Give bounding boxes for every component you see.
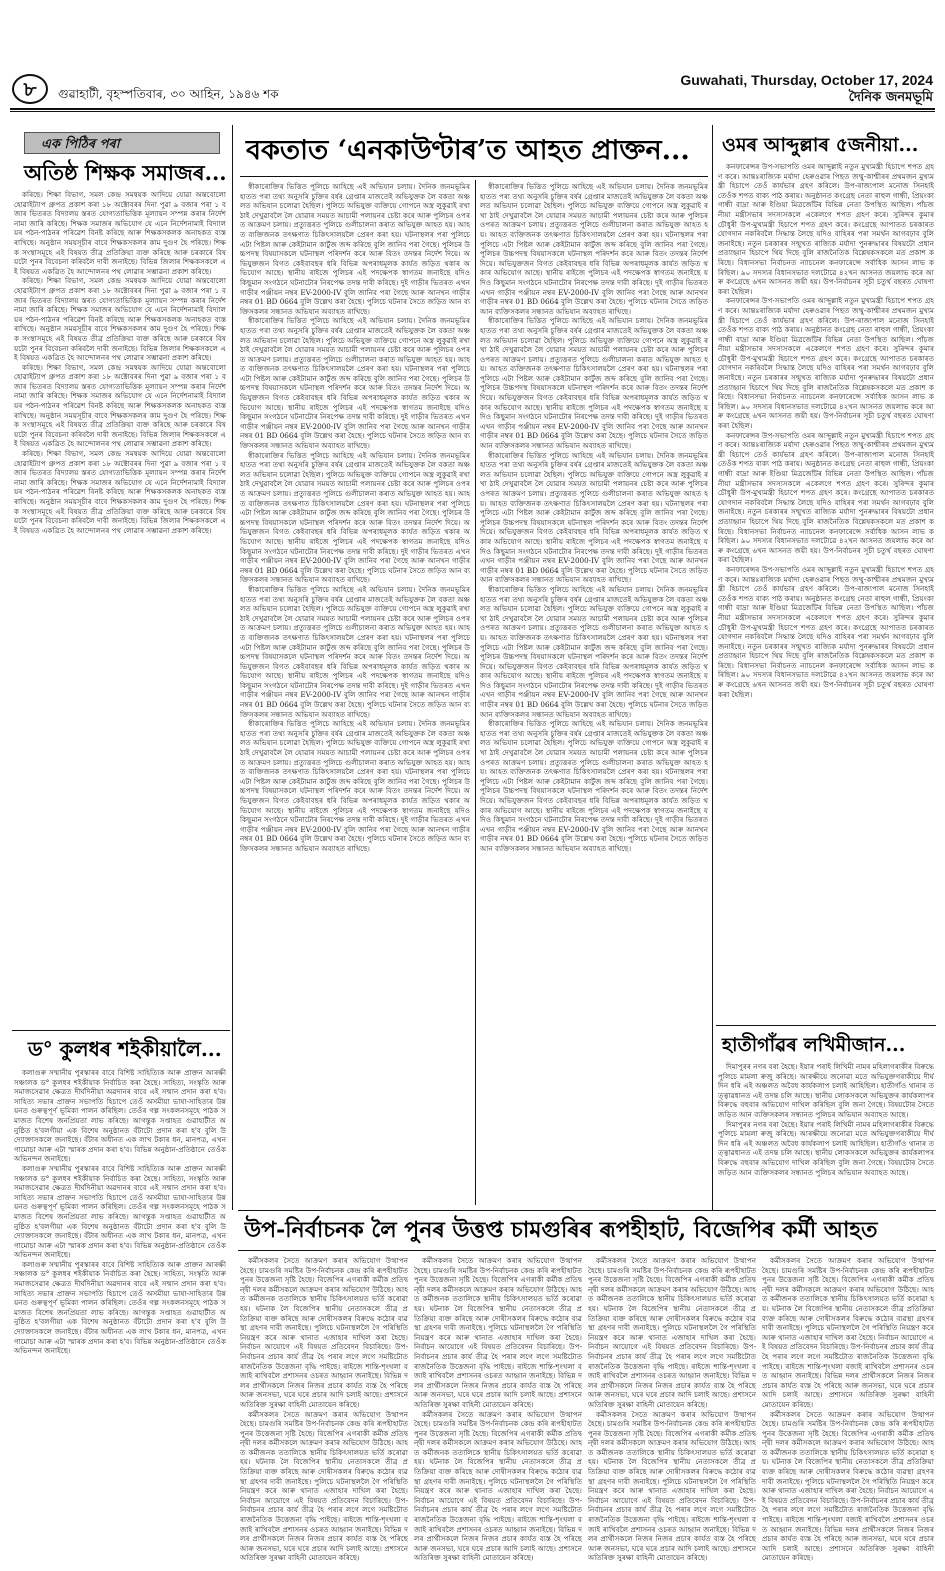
dateline-assamese: গুৱাহাটী, বৃহস্পতিবাৰ, ৩০ আহিন, ১৯৪৬ শক <box>58 87 279 101</box>
omar-headline: ওমৰ আব্দুল্লাৰ ৫জনীয়া... <box>722 134 919 156</box>
column-divider <box>475 180 476 1205</box>
paper-name: দৈনিক জনমভূমি <box>848 90 933 105</box>
masthead-rule <box>10 108 935 110</box>
masthead-right <box>680 72 933 109</box>
lead-body-left: স্বীকাৰোক্তিৰ ভিত্তিত পুলিচে আহিছে এই অভিযান চলায়। দৈনিক জনমভূমিৰ হাতত পৰা তথ্য অনুসৰি চুক্তিৰ বৰ্ষৰ গ্ৰেপ্তাৰ মাজতেই অভিযুক্তক লৈ বকতা অঞ্চলত অভিযান চলোৱা হৈছিল। পুলিচে অভিযুক্ত ব্যক্তিয়ে গোপনে অস্ত্ৰ লুকুৱাই ৰখা ঠাই দেখুৱাবলৈ লৈ যোৱাৰ সময়ত আচামী পলায়নৰ চেষ্টা কৰে আৰু পুলিচৰ ওপৰত আক্ৰমণ চলায়। প্ৰত্যুত্তৰত পুলিচে গুলীচালনা কৰাত অভিযুক্ত আহত হয়। আহত ব্যক্তিজনক তৎক্ষণাত চিকিৎসালয়লৈ প্ৰেৰণ কৰা হয়। ঘটনাস্থলৰ পৰা পুলিচে এটা পিষ্টল আৰু কেইটামান কাৰ্টুজ জব্দ কৰিছে বুলি জানিব পৰা গৈছে। পুলিচৰ উচ্চপদস্থ বিষয়াসকলে ঘটনাস্থল পৰিদৰ্শন কৰে আৰু বিতং তদন্তৰ নিৰ্দেশ দিয়ে। অভিযুক্তজন বিগত কেইবাবছৰ ধৰি বিভিন্ন অপৰাধমূলক কাৰ্যত জড়িত থকাৰ অভিযোগ আছে। স্থানীয় ৰাইজে পুলিচৰ এই পদক্ষেপক স্বাগতম জনাইছে যদিও কিছুমান সংগঠনে ঘটনাটোৰ নিৰপেক্ষ তদন্ত দাবী কৰিছে। দুই গাড়ীৰ ভিতৰত এখন গাড়ীৰ পঞ্জীয়ন নম্বৰ EV-2000-IV বুলি জানিব পৰা গৈছে আৰু আনখন গাড়ীৰ নম্বৰ 01 BD 0664 বুলি উল্লেখ কৰা হৈছে। পুলিচে ঘটনাৰ সৈতে জড়িত আন ব্যক্তিসকলৰ সন্ধানত অভিযান অব্যাহত ৰাখিছে। স্বীকাৰোক্তিৰ ভিত্তিত পুলিচে আহিছে এই অভিযান চলায়। দৈনিক জনমভূমিৰ হাতত পৰা তথ্য অনুসৰি চুক্তিৰ বৰ্ষৰ গ্ৰেপ্তাৰ মাজতেই অভিযুক্তক লৈ বকতা অঞ্চলত অভিযান চলোৱা হৈছিল। পুলিচে অভিযুক্ত ব্যক্তিয়ে গোপনে অস্ত্ৰ লুকুৱাই ৰখা ঠাই দেখুৱাবলৈ লৈ যোৱাৰ সময়ত আচামী পলায়নৰ চেষ্টা কৰে আৰু পুলিচৰ ওপৰত আক্ৰমণ চলায়। প্ৰত্যুত্তৰত পুলিচে গুলীচালনা কৰাত অভিযুক্ত আহত হয়। আহত ব্যক্তিজনক তৎক্ষণাত চিকিৎসালয়লৈ প্ৰেৰণ কৰা হয়। ঘটনাস্থলৰ পৰা পুলিচে এটা পিষ্টল আৰু কেইটামান কাৰ্টুজ জব্দ কৰিছে বুলি জানিব পৰা গৈছে। পুলিচৰ উচ্চপদস্থ বিষয়াসকলে ঘটনাস্থল পৰিদৰ্শন কৰে আৰু বিতং তদন্তৰ নিৰ্দেশ দিয়ে। অভিযুক্তজন বিগত কেইবাবছৰ ধৰি বিভিন্ন অপৰাধমূলক কাৰ্যত জড়িত থকাৰ অভিযোগ আছে। স্থানীয় ৰাইজে পুলিচৰ এই পদক্ষেপক স্বাগতম জনাইছে যদিও কিছুমান সংগঠনে ঘটনাটোৰ নিৰপেক্ষ তদন্ত দাবী কৰিছে। দুই গাড়ীৰ ভিতৰত এখন গাড়ীৰ পঞ্জীয়ন নম্বৰ EV-2000-IV বুলি জানিব পৰা গৈছে আৰু আনখন গাড়ীৰ নম্বৰ 01 BD 0664 বুলি উল্লেখ কৰা হৈছে। পুলিচে ঘটনাৰ সৈতে জড়িত আন ব্যক্তিসকলৰ সন্ধানত অভিযান অব্যাহত ৰাখিছে। স্বীকাৰোক্তিৰ ভিত্তিত পুলিচে আহিছে এই অভিযান চলায়। দৈনিক জনমভূমিৰ হাতত পৰা তথ্য অনুসৰি চুক্তিৰ বৰ্ষৰ গ্ৰেপ্তাৰ মাজতেই অভিযুক্তক লৈ বকতা অঞ্চলত অভিযান চলোৱা হৈছিল। পুলিচে অভিযুক্ত ব্যক্তিয়ে গোপনে অস্ত্ৰ লুকুৱাই ৰখা ঠাই দেখুৱাবলৈ লৈ যোৱাৰ সময়ত আচামী পলায়নৰ চেষ্টা কৰে আৰু পুলিচৰ ওপৰত আক্ৰমণ চলায়। প্ৰত্যুত্তৰত পুলিচে গুলীচালনা কৰাত অভিযুক্ত আহত হয়। আহত ব্যক্তিজনক তৎক্ষণাত চিকিৎসালয়লৈ প্ৰেৰণ কৰা হয়। ঘটনাস্থলৰ পৰা পুলিচে এটা পিষ্টল আৰু কেইটামান কাৰ্টুজ জব্দ কৰিছে বুলি জানিব পৰা গৈছে। পুলিচৰ উচ্চপদস্থ বিষয়াসকলে ঘটনাস্থল পৰিদৰ্শন কৰে আৰু বিতং তদন্তৰ নিৰ্দেশ দিয়ে। অভিযুক্তজন বিগত কেইবাবছৰ ধৰি বিভিন্ন অপৰাধমূলক কাৰ্যত জড়িত থকাৰ অভিযোগ আছে। স্থানীয় ৰাইজে পুলিচৰ এই পদক্ষেপক স্বাগতম জনাইছে যদিও কিছুমান সংগঠনে ঘটনাটোৰ নিৰপেক্ষ তদন্ত দাবী কৰিছে। দুই গাড়ীৰ ভিতৰত এখন গাড়ীৰ পঞ্জীয়ন নম্বৰ EV-2000-IV বুলি জানিব পৰা গৈছে আৰু আনখন গাড়ীৰ নম্বৰ 01 BD 0664 বুলি উল্লেখ কৰা হৈছে। পুলিচে ঘটনাৰ সৈতে জড়িত আন ব্যক্তিসকলৰ সন্ধানত অভিযান অব্যাহত ৰাখিছে। স্বীকাৰোক্তিৰ ভিত্তিত পুলিচে আহিছে এই অভিযান চলায়। দৈনিক জনমভূমিৰ হাতত পৰা তথ্য অনুসৰি চুক্তিৰ বৰ্ষৰ গ্ৰেপ্তাৰ মাজতেই অভিযুক্তক লৈ বকতা অঞ্চলত অভিযান চলোৱা হৈছিল। পুলিচে অভিযুক্ত ব্যক্তিয়ে গোপনে অস্ত্ৰ লুকুৱাই ৰখা ঠাই দেখুৱাবলৈ লৈ যোৱাৰ সময়ত আচামী পলায়নৰ চেষ্টা কৰে আৰু পুলিচৰ ওপৰত আক্ৰমণ চলায়। প্ৰত্যুত্তৰত পুলিচে গুলীচালনা কৰাত অভিযুক্ত আহত হয়। আহত ব্যক্তিজনক তৎক্ষণাত চিকিৎসালয়লৈ প্ৰেৰণ কৰা হয়। ঘটনাস্থলৰ পৰা পুলিচে এটা পিষ্টল আৰু কেইটামান কাৰ্টুজ জব্দ কৰিছে বুলি জানিব পৰা গৈছে। পুলিচৰ উচ্চপদস্থ বিষয়াসকলে ঘটনাস্থল পৰিদৰ্শন কৰে আৰু বিতং তদন্তৰ নিৰ্দেশ দিয়ে। অভিযুক্তজন বিগত কেইবাবছৰ ধৰি বিভিন্ন অপৰাধমূলক কাৰ্যত জড়িত থকাৰ অভিযোগ আছে। স্থানীয় ৰাইজে পুলিচৰ এই পদক্ষেপক স্বাগতম জনাইছে যদিও কিছুমান সংগঠনে ঘটনাটোৰ নিৰপেক্ষ তদন্ত দাবী কৰিছে। দুই গাড়ীৰ ভিতৰত এখন গাড়ীৰ পঞ্জীয়ন নম্বৰ EV-2000-IV বুলি জানিব পৰা গৈছে আৰু আনখন গাড়ীৰ নম্বৰ 01 BD 0664 বুলি উল্লেখ কৰা হৈছে। পুলিচে ঘটনাৰ সৈতে জড়িত আন ব্যক্তিসকলৰ সন্ধানত অভিযান অব্যাহত ৰাখিছে। স্বীকাৰোক্তিৰ ভিত্তিত পুলিচে আহিছে এই অভিযান চলায়। দৈনিক জনমভূমিৰ হাতত পৰা তথ্য অনুসৰি চুক্তিৰ বৰ্ষৰ গ্ৰেপ্তাৰ মাজতেই অভিযুক্তক লৈ বকতা অঞ্চলত অভিযান চলোৱা হৈছিল। পুলিচে অভিযুক্ত ব্যক্তিয়ে গোপনে অস্ত্ৰ লুকুৱাই ৰখা ঠাই দেখুৱাবলৈ লৈ যোৱাৰ সময়ত আচামী পলায়নৰ চেষ্টা কৰে আৰু পুলিচৰ ওপৰত আক্ৰমণ চলায়। প্ৰত্যুত্তৰত পুলিচে গুলীচালনা কৰাত অভিযুক্ত আহত হয়। আহত ব্যক্তিজনক তৎক্ষণাত চিকিৎসালয়লৈ প্ৰেৰণ কৰা হয়। ঘটনাস্থলৰ পৰা পুলিচে এটা পিষ্টল আৰু কেইটামান কাৰ্টুজ জব্দ কৰিছে বুলি জানিব পৰা গৈছে। পুলিচৰ উচ্চপদস্থ বিষয়াসকলে ঘটনাস্থল পৰিদৰ্শন কৰে আৰু বিতং তদন্তৰ নিৰ্দেশ দিয়ে। অভিযুক্তজন বিগত কেইবাবছৰ ধৰি বিভিন্ন অপৰাধমূলক কাৰ্যত জড়িত থকাৰ অভিযোগ আছে। স্থানীয় ৰাইজে পুলিচৰ এই পদক্ষেপক স্বাগতম জনাইছে যদিও কিছুমান সংগঠনে ঘটনাটোৰ নিৰপেক্ষ তদন্ত দাবী কৰিছে। দুই গাড়ীৰ ভিতৰত এখন গাড়ীৰ পঞ্জীয়ন নম্বৰ EV-2000-IV বুলি জানিব পৰা গৈছে আৰু আনখন গাড়ীৰ নম্বৰ 01 BD 0664 বুলি উল্লেখ কৰা হৈছে। পুলিচে ঘটনাৰ সৈতে জড়িত আন ব্যক্তিসকলৰ সন্ধানত অভিযান অব্যাহত ৰাখিছে। <box>240 182 470 853</box>
editorial-body: কৰিছে। শিক্ষা বিভাগ, সমল কেন্দ্ৰ সমন্বয়ক আদিয়ে যোৱা অন্তবোলো হোৱাইট্যাপ গ্ৰুপত প্ৰকাশ কৰা ১৮ অক্টোবৰৰ দিনা পুৱা ৯ বজাৰ পৰা ১ বজাৰ ভিতৰত বিদ্যালয় স্তৰত যোগ্যতাভিত্তিক মূল্যায়ন সম্পন্ন কৰাৰ নিৰ্দেশনামা জাৰি কৰিছে। শিক্ষক সমাজৰ অভিযোগ যে এনে নিৰ্দেশনামাই বিদ্যালয়ৰ পঠন-পাঠনৰ পৰিৱেশ বিনষ্ট কৰিছে আৰু শিক্ষকসকলক অনাহকত ব্যস্ত ৰাখিছে। অনুষ্ঠান সময়সূচীৰ বাবে শিক্ষকসকলৰ কাম দুগুণ হৈ পৰিছে। শিক্ষক সংস্থাসমূহে এই বিষয়ত তীব্ৰ প্ৰতিক্ৰিয়া ব্যক্ত কৰিছে আৰু চৰকাৰে বিষয়টো পুনৰ বিবেচনা কৰিবলৈ দাবী জনাইছে। বিভিন্ন জিলাৰ শিক্ষকসকলে এই বিষয়ত একত্ৰিত হৈ আন্দোলনৰ পথ লোৱাৰ সম্ভাৱনা প্ৰকাশ কৰিছে। কৰিছে। শিক্ষা বিভাগ, সমল কেন্দ্ৰ সমন্বয়ক আদিয়ে যোৱা অন্তবোলো হোৱাইট্যাপ গ্ৰুপত প্ৰকাশ কৰা ১৮ অক্টোবৰৰ দিনা পুৱা ৯ বজাৰ পৰা ১ বজাৰ ভিতৰত বিদ্যালয় স্তৰত যোগ্যতাভিত্তিক মূল্যায়ন সম্পন্ন কৰাৰ নিৰ্দেশনামা জাৰি কৰিছে। শিক্ষক সমাজৰ অভিযোগ যে এনে নিৰ্দেশনামাই বিদ্যালয়ৰ পঠন-পাঠনৰ পৰিৱেশ বিনষ্ট কৰিছে আৰু শিক্ষকসকলক অনাহকত ব্যস্ত ৰাখিছে। অনুষ্ঠান সময়সূচীৰ বাবে শিক্ষকসকলৰ কাম দুগুণ হৈ পৰিছে। শিক্ষক সংস্থাসমূহে এই বিষয়ত তীব্ৰ প্ৰতিক্ৰিয়া ব্যক্ত কৰিছে আৰু চৰকাৰে বিষয়টো পুনৰ বিবেচনা কৰিবলৈ দাবী জনাইছে। বিভিন্ন জিলাৰ শিক্ষকসকলে এই বিষয়ত একত্ৰিত হৈ আন্দোলনৰ পথ লোৱাৰ সম্ভাৱনা প্ৰকাশ কৰিছে। কৰিছে। শিক্ষা বিভাগ, সমল কেন্দ্ৰ সমন্বয়ক আদিয়ে যোৱা অন্তবোলো হোৱাইট্যাপ গ্ৰুপত প্ৰকাশ কৰা ১৮ অক্টোবৰৰ দিনা পুৱা ৯ বজাৰ পৰা ১ বজাৰ ভিতৰত বিদ্যালয় স্তৰত যোগ্যতাভিত্তিক মূল্যায়ন সম্পন্ন কৰাৰ নিৰ্দেশনামা জাৰি কৰিছে। শিক্ষক সমাজৰ অভিযোগ যে এনে নিৰ্দেশনামাই বিদ্যালয়ৰ পঠন-পাঠনৰ পৰিৱেশ বিনষ্ট কৰিছে আৰু শিক্ষকসকলক অনাহকত ব্যস্ত ৰাখিছে। অনুষ্ঠান সময়সূচীৰ বাবে শিক্ষকসকলৰ কাম দুগুণ হৈ পৰিছে। শিক্ষক সংস্থাসমূহে এই বিষয়ত তীব্ৰ প্ৰতিক্ৰিয়া ব্যক্ত কৰিছে আৰু চৰকাৰে বিষয়টো পুনৰ বিবেচনা কৰিবলৈ দাবী জনাইছে। বিভিন্ন জিলাৰ শিক্ষকসকলে এই বিষয়ত একত্ৰিত হৈ আন্দোলনৰ পথ লোৱাৰ সম্ভাৱনা প্ৰকাশ কৰিছে। কৰিছে। শিক্ষা বিভাগ, সমল কেন্দ্ৰ সমন্বয়ক আদিয়ে যোৱা অন্তবোলো হোৱাইট্যাপ গ্ৰুপত প্ৰকাশ কৰা ১৮ অক্টোবৰৰ দিনা পুৱা ৯ বজাৰ পৰা ১ বজাৰ ভিতৰত বিদ্যালয় স্তৰত যোগ্যতাভিত্তিক মূল্যায়ন সম্পন্ন কৰাৰ নিৰ্দেশনামা জাৰি কৰিছে। শিক্ষক সমাজৰ অভিযোগ যে এনে নিৰ্দেশনামাই বিদ্যালয়ৰ পঠন-পাঠনৰ পৰিৱেশ বিনষ্ট কৰিছে আৰু শিক্ষকসকলক অনাহকত ব্যস্ত ৰাখিছে। অনুষ্ঠান সময়সূচীৰ বাবে শিক্ষকসকলৰ কাম দুগুণ হৈ পৰিছে। শিক্ষক সংস্থাসমূহে এই বিষয়ত তীব্ৰ প্ৰতিক্ৰিয়া ব্যক্ত কৰিছে আৰু চৰকাৰে বিষয়টো পুনৰ বিবেচনা কৰিবলৈ দাবী জনাইছে। বিভিন্ন জিলাৰ শিক্ষকসকলে এই বিষয়ত একত্ৰিত হৈ আন্দোলনৰ পথ লোৱাৰ সম্ভাৱনা প্ৰকাশ কৰিছে। <box>14 190 226 535</box>
hatigaon-headline: হাতীগাঁৱৰ লখিমীজান... <box>722 1034 906 1056</box>
editorial-headline: অতিষ্ঠ শিক্ষক সমাজৰ... <box>24 160 227 185</box>
hatigaon-body: দিমাপুৰৰ নগৰ বৰা হৈছে। ইয়াৰ পৰাই লিখিমী নামৰ মহিলাগৰাকীৰ বিৰুদ্ধে পুলিচে মামলা ৰুজু কৰিছে। আৰক্ষীয়ে জনোৱা মতে অভিযুক্তগৰাকীয়ে দীৰ্ঘদিন ধৰি এই অঞ্চলত অবৈধ কাৰ্যকলাপ চলাই আহিছিল। হাতীগাঁও থানাৰ তত্ত্বাৱধানত এই তদন্ত চলি আছে। স্থানীয় লোকসকলে অভিযুক্তৰ কাৰ্যকলাপৰ বিৰুদ্ধে বহুবাৰ অভিযোগ দাখিল কৰিছিল বুলি জনা গৈছে। বিষয়টোৰ সৈতে জড়িত আন ব্যক্তিসকলৰ সন্ধানত পুলিচৰ অভিযান অব্যাহত আছে। দিমাপুৰৰ নগৰ বৰা হৈছে। ইয়াৰ পৰাই লিখিমী নামৰ মহিলাগৰাকীৰ বিৰুদ্ধে পুলিচে মামলা ৰুজু কৰিছে। আৰক্ষীয়ে জনোৱা মতে অভিযুক্তগৰাকীয়ে দীৰ্ঘদিন ধৰি এই অঞ্চলত অবৈধ কাৰ্যকলাপ চলাই আহিছিল। হাতীগাঁও থানাৰ তত্ত্বাৱধানত এই তদন্ত চলি আছে। স্থানীয় লোকসকলে অভিযুক্তৰ কাৰ্যকলাপৰ বিৰুদ্ধে বহুবাৰ অভিযোগ দাখিল কৰিছিল বুলি জনা গৈছে। বিষয়টোৰ সৈতে জড়িত আন ব্যক্তিসকলৰ সন্ধানত পুলিচৰ অভিযান অব্যাহত আছে। <box>718 1062 934 1177</box>
dateline-english: Guwahati, Thursday, October 17, 2024 <box>680 72 933 88</box>
column-divider <box>712 125 713 1210</box>
by-election-col-4: কৰ্মীসকলৰ সৈতে আক্ৰমণ কৰাৰ অভিযোগ উত্থাপন হৈছে। চামগুৰি সমষ্টিৰ উপ-নিৰ্বাচনক কেন্দ্ৰ কৰি ৰূপহীহাটত পুনৰ উত্তেজনা সৃষ্টি হৈছে। বিজেপিৰ এগৰাকী কৰ্মীক প্ৰতিদ্বন্দ্বী দলৰ কৰ্মীসকলে আক্ৰমণ কৰাৰ অভিযোগ উঠিছে। আহত কৰ্মীজনক ততালিকে স্থানীয় চিকিৎসালয়ত ভৰ্তি কৰোৱা হয়। ঘটনাক লৈ বিজেপিৰ স্থানীয় নেতাসকলে তীব্ৰ প্ৰতিক্ৰিয়া ব্যক্ত কৰিছে আৰু দোষীসকলৰ বিৰুদ্ধে কঠোৰ ব্যৱস্থা গ্ৰহণৰ দাবী জনাইছে। পুলিচে ঘটনাস্থললৈ গৈ পৰিস্থিতি নিয়ন্ত্ৰণ কৰে আৰু থানাত এজাহাৰ দাখিল কৰা হৈছে। নিৰ্বাচন আয়োগে এই বিষয়ত প্ৰতিবেদন বিচাৰিছে। উপ-নিৰ্বাচনৰ প্ৰচাৰ কাৰ্য তীব্ৰ হৈ পৰাৰ লগে লগে সমষ্টিটোত ৰাজনৈতিক উত্তেজনা বৃদ্ধি পাইছে। ৰাইজে শান্তি-শৃংখলা বজাই ৰাখিবলৈ প্ৰশাসনৰ ওচৰত আহ্বান জনাইছে। বিভিন্ন দলৰ প্ৰাৰ্থীসকলে নিজৰ নিজৰ প্ৰচাৰ কাৰ্যত ব্যস্ত হৈ পৰিছে আৰু জনসভা, ঘৰে ঘৰে প্ৰচাৰ আদি চলাই আছে। প্ৰশাসনে অতিৰিক্ত সুৰক্ষা বাহিনী মোতায়েন কৰিছে। কৰ্মীসকলৰ সৈতে আক্ৰমণ কৰাৰ অভিযোগ উত্থাপন হৈছে। চামগুৰি সমষ্টিৰ উপ-নিৰ্বাচনক কেন্দ্ৰ কৰি ৰূপহীহাটত পুনৰ উত্তেজনা সৃষ্টি হৈছে। বিজেপিৰ এগৰাকী কৰ্মীক প্ৰতিদ্বন্দ্বী দলৰ কৰ্মীসকলে আক্ৰমণ কৰাৰ অভিযোগ উঠিছে। আহত কৰ্মীজনক ততালিকে স্থানীয় চিকিৎসালয়ত ভৰ্তি কৰোৱা হয়। ঘটনাক লৈ বিজেপিৰ স্থানীয় নেতাসকলে তীব্ৰ প্ৰতিক্ৰিয়া ব্যক্ত কৰিছে আৰু দোষীসকলৰ বিৰুদ্ধে কঠোৰ ব্যৱস্থা গ্ৰহণৰ দাবী জনাইছে। পুলিচে ঘটনাস্থললৈ গৈ পৰিস্থিতি নিয়ন্ত্ৰণ কৰে আৰু থানাত এজাহাৰ দাখিল কৰা হৈছে। নিৰ্বাচন আয়োগে এই বিষয়ত প্ৰতিবেদন বিচাৰিছে। উপ-নিৰ্বাচনৰ প্ৰচাৰ কাৰ্য তীব্ৰ হৈ পৰাৰ লগে লগে সমষ্টিটোত ৰাজনৈতিক উত্তেজনা বৃদ্ধি পাইছে। ৰাইজে শান্তি-শৃংখলা বজাই ৰাখিবলৈ প্ৰশাসনৰ ওচৰত আহ্বান জনাইছে। বিভিন্ন দলৰ প্ৰাৰ্থীসকলে নিজৰ নিজৰ প্ৰচাৰ কাৰ্যত ব্যস্ত হৈ পৰিছে আৰু জনসভা, ঘৰে ঘৰে প্ৰচাৰ আদি চলাই আছে। প্ৰশাসনে অতিৰিক্ত সুৰক্ষা বাহিনী মোতায়েন কৰিছে। <box>762 1256 934 1563</box>
column-divider <box>232 125 233 1210</box>
page-number: ৮ <box>12 74 48 104</box>
omar-body: কনফাৰেন্সৰ উপ-সভাপতি ওমৰ আব্দুল্লাই নতুন মুখ্যমন্ত্ৰী হিচাপে শপত গ্ৰহণ কৰে। আন্তঃৰাজ্যিক মৰ্যাদা হেৰুওৱাৰ পিছত জম্মু-কাশ্মীৰৰ প্ৰথমজন মুখ্যমন্ত্ৰী হিচাপে তেওঁ কাৰ্যভাৰ গ্ৰহণ কৰিলে। উপ-ৰাজ্যপাল মনোজ সিনহাই তেওঁক শপত বাক্য পাঠ কৰায়। অনুষ্ঠানত কংগ্ৰেছ নেতা ৰাহুল গান্ধী, প্ৰিয়ংকা গান্ধী বাদ্ৰা আৰু ইণ্ডিয়া মিত্ৰজোঁটৰ বিভিন্ন নেতা উপস্থিত আছিল। পাঁচজনীয়া মন্ত্ৰীসভাৰ সদস্যসকলে একেলগে শপত গ্ৰহণ কৰে। সুৰিন্দৰ কুমাৰ চৌধুৰী উপ-মুখ্যমন্ত্ৰী হিচাপে শপত গ্ৰহণ কৰে। কংগ্ৰেছে আপাতত চৰকাৰত যোগদান নকৰিবলৈ সিদ্ধান্ত লৈছে যদিও বাহিৰৰ পৰা সমৰ্থন আগবঢ়াব বুলি জনাইছে। নতুন চৰকাৰৰ সন্মুখত ৰাজ্যিক মৰ্যাদা পুনৰুদ্ধাৰৰ বিষয়টো প্ৰধান প্ৰত্যাহ্বান হিচাপে থিয় দিছে বুলি ৰাজনৈতিক বিশ্লেষকসকলে মত প্ৰকাশ কৰিছে। বিধানসভা নিৰ্বাচনত ন্যাচনেল কনফাৰেন্সে সৰ্বাধিক আসন লাভ কৰিছিল। ৯০ সদস্যৰ বিধানসভাত দলটোৱে ৪২খন আসনত জয়লাভ কৰে আৰু কংগ্ৰেছে ৬খন আসনত জয়ী হয়। উপ-নিৰ্বাচনৰ সূচী চতুৰ্থ বছৰত ঘোষণা কৰা হৈছিল। কনফাৰেন্সৰ উপ-সভাপতি ওমৰ আব্দুল্লাই নতুন মুখ্যমন্ত্ৰী হিচাপে শপত গ্ৰহণ কৰে। আন্তঃৰাজ্যিক মৰ্যাদা হেৰুওৱাৰ পিছত জম্মু-কাশ্মীৰৰ প্ৰথমজন মুখ্যমন্ত্ৰী হিচাপে তেওঁ কাৰ্যভাৰ গ্ৰহণ কৰিলে। উপ-ৰাজ্যপাল মনোজ সিনহাই তেওঁক শপত বাক্য পাঠ কৰায়। অনুষ্ঠানত কংগ্ৰেছ নেতা ৰাহুল গান্ধী, প্ৰিয়ংকা গান্ধী বাদ্ৰা আৰু ইণ্ডিয়া মিত্ৰজোঁটৰ বিভিন্ন নেতা উপস্থিত আছিল। পাঁচজনীয়া মন্ত্ৰীসভাৰ সদস্যসকলে একেলগে শপত গ্ৰহণ কৰে। সুৰিন্দৰ কুমাৰ চৌধুৰী উপ-মুখ্যমন্ত্ৰী হিচাপে শপত গ্ৰহণ কৰে। কংগ্ৰেছে আপাতত চৰকাৰত যোগদান নকৰিবলৈ সিদ্ধান্ত লৈছে যদিও বাহিৰৰ পৰা সমৰ্থন আগবঢ়াব বুলি জনাইছে। নতুন চৰকাৰৰ সন্মুখত ৰাজ্যিক মৰ্যাদা পুনৰুদ্ধাৰৰ বিষয়টো প্ৰধান প্ৰত্যাহ্বান হিচাপে থিয় দিছে বুলি ৰাজনৈতিক বিশ্লেষকসকলে মত প্ৰকাশ কৰিছে। বিধানসভা নিৰ্বাচনত ন্যাচনেল কনফাৰেন্সে সৰ্বাধিক আসন লাভ কৰিছিল। ৯০ সদস্যৰ বিধানসভাত দলটোৱে ৪২খন আসনত জয়লাভ কৰে আৰু কংগ্ৰেছে ৬খন আসনত জয়ী হয়। উপ-নিৰ্বাচনৰ সূচী চতুৰ্থ বছৰত ঘোষণা কৰা হৈছিল। কনফাৰেন্সৰ উপ-সভাপতি ওমৰ আব্দুল্লাই নতুন মুখ্যমন্ত্ৰী হিচাপে শপত গ্ৰহণ কৰে। আন্তঃৰাজ্যিক মৰ্যাদা হেৰুওৱাৰ পিছত জম্মু-কাশ্মীৰৰ প্ৰথমজন মুখ্যমন্ত্ৰী হিচাপে তেওঁ কাৰ্যভাৰ গ্ৰহণ কৰিলে। উপ-ৰাজ্যপাল মনোজ সিনহাই তেওঁক শপত বাক্য পাঠ কৰায়। অনুষ্ঠানত কংগ্ৰেছ নেতা ৰাহুল গান্ধী, প্ৰিয়ংকা গান্ধী বাদ্ৰা আৰু ইণ্ডিয়া মিত্ৰজোঁটৰ বিভিন্ন নেতা উপস্থিত আছিল। পাঁচজনীয়া মন্ত্ৰীসভাৰ সদস্যসকলে একেলগে শপত গ্ৰহণ কৰে। সুৰিন্দৰ কুমাৰ চৌধুৰী উপ-মুখ্যমন্ত্ৰী হিচাপে শপত গ্ৰহণ কৰে। কংগ্ৰেছে আপাতত চৰকাৰত যোগদান নকৰিবলৈ সিদ্ধান্ত লৈছে যদিও বাহিৰৰ পৰা সমৰ্থন আগবঢ়াব বুলি জনাইছে। নতুন চৰকাৰৰ সন্মুখত ৰাজ্যিক মৰ্যাদা পুনৰুদ্ধাৰৰ বিষয়টো প্ৰধান প্ৰত্যাহ্বান হিচাপে থিয় দিছে বুলি ৰাজনৈতিক বিশ্লেষকসকলে মত প্ৰকাশ কৰিছে। বিধানসভা নিৰ্বাচনত ন্যাচনেল কনফাৰেন্সে সৰ্বাধিক আসন লাভ কৰিছিল। ৯০ সদস্যৰ বিধানসভাত দলটোৱে ৪২খন আসনত জয়লাভ কৰে আৰু কংগ্ৰেছে ৬খন আসনত জয়ী হয়। উপ-নিৰ্বাচনৰ সূচী চতুৰ্থ বছৰত ঘোষণা কৰা হৈছিল। কনফাৰেন্সৰ উপ-সভাপতি ওমৰ আব্দুল্লাই নতুন মুখ্যমন্ত্ৰী হিচাপে শপত গ্ৰহণ কৰে। আন্তঃৰাজ্যিক মৰ্যাদা হেৰুওৱাৰ পিছত জম্মু-কাশ্মীৰৰ প্ৰথমজন মুখ্যমন্ত্ৰী হিচাপে তেওঁ কাৰ্যভাৰ গ্ৰহণ কৰিলে। উপ-ৰাজ্যপাল মনোজ সিনহাই তেওঁক শপত বাক্য পাঠ কৰায়। অনুষ্ঠানত কংগ্ৰেছ নেতা ৰাহুল গান্ধী, প্ৰিয়ংকা গান্ধী বাদ্ৰা আৰু ইণ্ডিয়া মিত্ৰজোঁটৰ বিভিন্ন নেতা উপস্থিত আছিল। পাঁচজনীয়া মন্ত্ৰীসভাৰ সদস্যসকলে একেলগে শপত গ্ৰহণ কৰে। সুৰিন্দৰ কুমাৰ চৌধুৰী উপ-মুখ্যমন্ত্ৰী হিচাপে শপত গ্ৰহণ কৰে। কংগ্ৰেছে আপাতত চৰকাৰত যোগদান নকৰিবলৈ সিদ্ধান্ত লৈছে যদিও বাহিৰৰ পৰা সমৰ্থন আগবঢ়াব বুলি জনাইছে। নতুন চৰকাৰৰ সন্মুখত ৰাজ্যিক মৰ্যাদা পুনৰুদ্ধাৰৰ বিষয়টো প্ৰধান প্ৰত্যাহ্বান হিচাপে থিয় দিছে বুলি ৰাজনৈতিক বিশ্লেষকসকলে মত প্ৰকাশ কৰিছে। বিধানসভা নিৰ্বাচনত ন্যাচনেল কনফাৰেন্সে সৰ্বাধিক আসন লাভ কৰিছিল। ৯০ সদস্যৰ বিধানসভাত দলটোৱে ৪২খন আসনত জয়লাভ কৰে আৰু কংগ্ৰেছে ৬খন আসনত জয়ী হয়। উপ-নিৰ্বাচনৰ সূচী চতুৰ্থ বছৰত ঘোষণা কৰা হৈছিল। <box>718 162 934 699</box>
kuladhar-headline: ড° কুলধৰ শইকীয়ালৈ... <box>28 1037 222 1061</box>
by-election-col-1: কৰ্মীসকলৰ সৈতে আক্ৰমণ কৰাৰ অভিযোগ উত্থাপন হৈছে। চামগুৰি সমষ্টিৰ উপ-নিৰ্বাচনক কেন্দ্ৰ কৰি ৰূপহীহাটত পুনৰ উত্তেজনা সৃষ্টি হৈছে। বিজেপিৰ এগৰাকী কৰ্মীক প্ৰতিদ্বন্দ্বী দলৰ কৰ্মীসকলে আক্ৰমণ কৰাৰ অভিযোগ উঠিছে। আহত কৰ্মীজনক ততালিকে স্থানীয় চিকিৎসালয়ত ভৰ্তি কৰোৱা হয়। ঘটনাক লৈ বিজেপিৰ স্থানীয় নেতাসকলে তীব্ৰ প্ৰতিক্ৰিয়া ব্যক্ত কৰিছে আৰু দোষীসকলৰ বিৰুদ্ধে কঠোৰ ব্যৱস্থা গ্ৰহণৰ দাবী জনাইছে। পুলিচে ঘটনাস্থললৈ গৈ পৰিস্থিতি নিয়ন্ত্ৰণ কৰে আৰু থানাত এজাহাৰ দাখিল কৰা হৈছে। নিৰ্বাচন আয়োগে এই বিষয়ত প্ৰতিবেদন বিচাৰিছে। উপ-নিৰ্বাচনৰ প্ৰচাৰ কাৰ্য তীব্ৰ হৈ পৰাৰ লগে লগে সমষ্টিটোত ৰাজনৈতিক উত্তেজনা বৃদ্ধি পাইছে। ৰাইজে শান্তি-শৃংখলা বজাই ৰাখিবলৈ প্ৰশাসনৰ ওচৰত আহ্বান জনাইছে। বিভিন্ন দলৰ প্ৰাৰ্থীসকলে নিজৰ নিজৰ প্ৰচাৰ কাৰ্যত ব্যস্ত হৈ পৰিছে আৰু জনসভা, ঘৰে ঘৰে প্ৰচাৰ আদি চলাই আছে। প্ৰশাসনে অতিৰিক্ত সুৰক্ষা বাহিনী মোতায়েন কৰিছে। কৰ্মীসকলৰ সৈতে আক্ৰমণ কৰাৰ অভিযোগ উত্থাপন হৈছে। চামগুৰি সমষ্টিৰ উপ-নিৰ্বাচনক কেন্দ্ৰ কৰি ৰূপহীহাটত পুনৰ উত্তেজনা সৃষ্টি হৈছে। বিজেপিৰ এগৰাকী কৰ্মীক প্ৰতিদ্বন্দ্বী দলৰ কৰ্মীসকলে আক্ৰমণ কৰাৰ অভিযোগ উঠিছে। আহত কৰ্মীজনক ততালিকে স্থানীয় চিকিৎসালয়ত ভৰ্তি কৰোৱা হয়। ঘটনাক লৈ বিজেপিৰ স্থানীয় নেতাসকলে তীব্ৰ প্ৰতিক্ৰিয়া ব্যক্ত কৰিছে আৰু দোষীসকলৰ বিৰুদ্ধে কঠোৰ ব্যৱস্থা গ্ৰহণৰ দাবী জনাইছে। পুলিচে ঘটনাস্থললৈ গৈ পৰিস্থিতি নিয়ন্ত্ৰণ কৰে আৰু থানাত এজাহাৰ দাখিল কৰা হৈছে। নিৰ্বাচন আয়োগে এই বিষয়ত প্ৰতিবেদন বিচাৰিছে। উপ-নিৰ্বাচনৰ প্ৰচাৰ কাৰ্য তীব্ৰ হৈ পৰাৰ লগে লগে সমষ্টিটোত ৰাজনৈতিক উত্তেজনা বৃদ্ধি পাইছে। ৰাইজে শান্তি-শৃংখলা বজাই ৰাখিবলৈ প্ৰশাসনৰ ওচৰত আহ্বান জনাইছে। বিভিন্ন দলৰ প্ৰাৰ্থীসকলে নিজৰ নিজৰ প্ৰচাৰ কাৰ্যত ব্যস্ত হৈ পৰিছে আৰু জনসভা, ঘৰে ঘৰে প্ৰচাৰ আদি চলাই আছে। প্ৰশাসনে অতিৰিক্ত সুৰক্ষা বাহিনী মোতায়েন কৰিছে। <box>240 1256 408 1563</box>
lead-headline: বকতাত ‘এনকাউণ্টাৰ’ত আহত প্ৰাক্তন... <box>246 135 690 166</box>
by-election-col-3: কৰ্মীসকলৰ সৈতে আক্ৰমণ কৰাৰ অভিযোগ উত্থাপন হৈছে। চামগুৰি সমষ্টিৰ উপ-নিৰ্বাচনক কেন্দ্ৰ কৰি ৰূপহীহাটত পুনৰ উত্তেজনা সৃষ্টি হৈছে। বিজেপিৰ এগৰাকী কৰ্মীক প্ৰতিদ্বন্দ্বী দলৰ কৰ্মীসকলে আক্ৰমণ কৰাৰ অভিযোগ উঠিছে। আহত কৰ্মীজনক ততালিকে স্থানীয় চিকিৎসালয়ত ভৰ্তি কৰোৱা হয়। ঘটনাক লৈ বিজেপিৰ স্থানীয় নেতাসকলে তীব্ৰ প্ৰতিক্ৰিয়া ব্যক্ত কৰিছে আৰু দোষীসকলৰ বিৰুদ্ধে কঠোৰ ব্যৱস্থা গ্ৰহণৰ দাবী জনাইছে। পুলিচে ঘটনাস্থললৈ গৈ পৰিস্থিতি নিয়ন্ত্ৰণ কৰে আৰু থানাত এজাহাৰ দাখিল কৰা হৈছে। নিৰ্বাচন আয়োগে এই বিষয়ত প্ৰতিবেদন বিচাৰিছে। উপ-নিৰ্বাচনৰ প্ৰচাৰ কাৰ্য তীব্ৰ হৈ পৰাৰ লগে লগে সমষ্টিটোত ৰাজনৈতিক উত্তেজনা বৃদ্ধি পাইছে। ৰাইজে শান্তি-শৃংখলা বজাই ৰাখিবলৈ প্ৰশাসনৰ ওচৰত আহ্বান জনাইছে। বিভিন্ন দলৰ প্ৰাৰ্থীসকলে নিজৰ নিজৰ প্ৰচাৰ কাৰ্যত ব্যস্ত হৈ পৰিছে আৰু জনসভা, ঘৰে ঘৰে প্ৰচাৰ আদি চলাই আছে। প্ৰশাসনে অতিৰিক্ত সুৰক্ষা বাহিনী মোতায়েন কৰিছে। কৰ্মীসকলৰ সৈতে আক্ৰমণ কৰাৰ অভিযোগ উত্থাপন হৈছে। চামগুৰি সমষ্টিৰ উপ-নিৰ্বাচনক কেন্দ্ৰ কৰি ৰূপহীহাটত পুনৰ উত্তেজনা সৃষ্টি হৈছে। বিজেপিৰ এগৰাকী কৰ্মীক প্ৰতিদ্বন্দ্বী দলৰ কৰ্মীসকলে আক্ৰমণ কৰাৰ অভিযোগ উঠিছে। আহত কৰ্মীজনক ততালিকে স্থানীয় চিকিৎসালয়ত ভৰ্তি কৰোৱা হয়। ঘটনাক লৈ বিজেপিৰ স্থানীয় নেতাসকলে তীব্ৰ প্ৰতিক্ৰিয়া ব্যক্ত কৰিছে আৰু দোষীসকলৰ বিৰুদ্ধে কঠোৰ ব্যৱস্থা গ্ৰহণৰ দাবী জনাইছে। পুলিচে ঘটনাস্থললৈ গৈ পৰিস্থিতি নিয়ন্ত্ৰণ কৰে আৰু থানাত এজাহাৰ দাখিল কৰা হৈছে। নিৰ্বাচন আয়োগে এই বিষয়ত প্ৰতিবেদন বিচাৰিছে। উপ-নিৰ্বাচনৰ প্ৰচাৰ কাৰ্য তীব্ৰ হৈ পৰাৰ লগে লগে সমষ্টিটোত ৰাজনৈতিক উত্তেজনা বৃদ্ধি পাইছে। ৰাইজে শান্তি-শৃংখলা বজাই ৰাখিবলৈ প্ৰশাসনৰ ওচৰত আহ্বান জনাইছে। বিভিন্ন দলৰ প্ৰাৰ্থীসকলে নিজৰ নিজৰ প্ৰচাৰ কাৰ্যত ব্যস্ত হৈ পৰিছে আৰু জনসভা, ঘৰে ঘৰে প্ৰচাৰ আদি চলাই আছে। প্ৰশাসনে অতিৰিক্ত সুৰক্ষা বাহিনী মোতায়েন কৰিছে। <box>588 1256 756 1563</box>
by-election-headline: উপ-নিৰ্বাচনক লৈ পুনৰ উত্তপ্ত চামগুৰিৰ ৰূপহীহাট, বিজেপিৰ কৰ্মী আহত <box>244 1217 878 1243</box>
lead-body-right: স্বীকাৰোক্তিৰ ভিত্তিত পুলিচে আহিছে এই অভিযান চলায়। দৈনিক জনমভূমিৰ হাতত পৰা তথ্য অনুসৰি চুক্তিৰ বৰ্ষৰ গ্ৰেপ্তাৰ মাজতেই অভিযুক্তক লৈ বকতা অঞ্চলত অভিযান চলোৱা হৈছিল। পুলিচে অভিযুক্ত ব্যক্তিয়ে গোপনে অস্ত্ৰ লুকুৱাই ৰখা ঠাই দেখুৱাবলৈ লৈ যোৱাৰ সময়ত আচামী পলায়নৰ চেষ্টা কৰে আৰু পুলিচৰ ওপৰত আক্ৰমণ চলায়। প্ৰত্যুত্তৰত পুলিচে গুলীচালনা কৰাত অভিযুক্ত আহত হয়। আহত ব্যক্তিজনক তৎক্ষণাত চিকিৎসালয়লৈ প্ৰেৰণ কৰা হয়। ঘটনাস্থলৰ পৰা পুলিচে এটা পিষ্টল আৰু কেইটামান কাৰ্টুজ জব্দ কৰিছে বুলি জানিব পৰা গৈছে। পুলিচৰ উচ্চপদস্থ বিষয়াসকলে ঘটনাস্থল পৰিদৰ্শন কৰে আৰু বিতং তদন্তৰ নিৰ্দেশ দিয়ে। অভিযুক্তজন বিগত কেইবাবছৰ ধৰি বিভিন্ন অপৰাধমূলক কাৰ্যত জড়িত থকাৰ অভিযোগ আছে। স্থানীয় ৰাইজে পুলিচৰ এই পদক্ষেপক স্বাগতম জনাইছে যদিও কিছুমান সংগঠনে ঘটনাটোৰ নিৰপেক্ষ তদন্ত দাবী কৰিছে। দুই গাড়ীৰ ভিতৰত এখন গাড়ীৰ পঞ্জীয়ন নম্বৰ EV-2000-IV বুলি জানিব পৰা গৈছে আৰু আনখন গাড়ীৰ নম্বৰ 01 BD 0664 বুলি উল্লেখ কৰা হৈছে। পুলিচে ঘটনাৰ সৈতে জড়িত আন ব্যক্তিসকলৰ সন্ধানত অভিযান অব্যাহত ৰাখিছে। স্বীকাৰোক্তিৰ ভিত্তিত পুলিচে আহিছে এই অভিযান চলায়। দৈনিক জনমভূমিৰ হাতত পৰা তথ্য অনুসৰি চুক্তিৰ বৰ্ষৰ গ্ৰেপ্তাৰ মাজতেই অভিযুক্তক লৈ বকতা অঞ্চলত অভিযান চলোৱা হৈছিল। পুলিচে অভিযুক্ত ব্যক্তিয়ে গোপনে অস্ত্ৰ লুকুৱাই ৰখা ঠাই দেখুৱাবলৈ লৈ যোৱাৰ সময়ত আচামী পলায়নৰ চেষ্টা কৰে আৰু পুলিচৰ ওপৰত আক্ৰমণ চলায়। প্ৰত্যুত্তৰত পুলিচে গুলীচালনা কৰাত অভিযুক্ত আহত হয়। আহত ব্যক্তিজনক তৎক্ষণাত চিকিৎসালয়লৈ প্ৰেৰণ কৰা হয়। ঘটনাস্থলৰ পৰা পুলিচে এটা পিষ্টল আৰু কেইটামান কাৰ্টুজ জব্দ কৰিছে বুলি জানিব পৰা গৈছে। পুলিচৰ উচ্চপদস্থ বিষয়াসকলে ঘটনাস্থল পৰিদৰ্শন কৰে আৰু বিতং তদন্তৰ নিৰ্দেশ দিয়ে। অভিযুক্তজন বিগত কেইবাবছৰ ধৰি বিভিন্ন অপৰাধমূলক কাৰ্যত জড়িত থকাৰ অভিযোগ আছে। স্থানীয় ৰাইজে পুলিচৰ এই পদক্ষেপক স্বাগতম জনাইছে যদিও কিছুমান সংগঠনে ঘটনাটোৰ নিৰপেক্ষ তদন্ত দাবী কৰিছে। দুই গাড়ীৰ ভিতৰত এখন গাড়ীৰ পঞ্জীয়ন নম্বৰ EV-2000-IV বুলি জানিব পৰা গৈছে আৰু আনখন গাড়ীৰ নম্বৰ 01 BD 0664 বুলি উল্লেখ কৰা হৈছে। পুলিচে ঘটনাৰ সৈতে জড়িত আন ব্যক্তিসকলৰ সন্ধানত অভিযান অব্যাহত ৰাখিছে। স্বীকাৰোক্তিৰ ভিত্তিত পুলিচে আহিছে এই অভিযান চলায়। দৈনিক জনমভূমিৰ হাতত পৰা তথ্য অনুসৰি চুক্তিৰ বৰ্ষৰ গ্ৰেপ্তাৰ মাজতেই অভিযুক্তক লৈ বকতা অঞ্চলত অভিযান চলোৱা হৈছিল। পুলিচে অভিযুক্ত ব্যক্তিয়ে গোপনে অস্ত্ৰ লুকুৱাই ৰখা ঠাই দেখুৱাবলৈ লৈ যোৱাৰ সময়ত আচামী পলায়নৰ চেষ্টা কৰে আৰু পুলিচৰ ওপৰত আক্ৰমণ চলায়। প্ৰত্যুত্তৰত পুলিচে গুলীচালনা কৰাত অভিযুক্ত আহত হয়। আহত ব্যক্তিজনক তৎক্ষণাত চিকিৎসালয়লৈ প্ৰেৰণ কৰা হয়। ঘটনাস্থলৰ পৰা পুলিচে এটা পিষ্টল আৰু কেইটামান কাৰ্টুজ জব্দ কৰিছে বুলি জানিব পৰা গৈছে। পুলিচৰ উচ্চপদস্থ বিষয়াসকলে ঘটনাস্থল পৰিদৰ্শন কৰে আৰু বিতং তদন্তৰ নিৰ্দেশ দিয়ে। অভিযুক্তজন বিগত কেইবাবছৰ ধৰি বিভিন্ন অপৰাধমূলক কাৰ্যত জড়িত থকাৰ অভিযোগ আছে। স্থানীয় ৰাইজে পুলিচৰ এই পদক্ষেপক স্বাগতম জনাইছে যদিও কিছুমান সংগঠনে ঘটনাটোৰ নিৰপেক্ষ তদন্ত দাবী কৰিছে। দুই গাড়ীৰ ভিতৰত এখন গাড়ীৰ পঞ্জীয়ন নম্বৰ EV-2000-IV বুলি জানিব পৰা গৈছে আৰু আনখন গাড়ীৰ নম্বৰ 01 BD 0664 বুলি উল্লেখ কৰা হৈছে। পুলিচে ঘটনাৰ সৈতে জড়িত আন ব্যক্তিসকলৰ সন্ধানত অভিযান অব্যাহত ৰাখিছে। স্বীকাৰোক্তিৰ ভিত্তিত পুলিচে আহিছে এই অভিযান চলায়। দৈনিক জনমভূমিৰ হাতত পৰা তথ্য অনুসৰি চুক্তিৰ বৰ্ষৰ গ্ৰেপ্তাৰ মাজতেই অভিযুক্তক লৈ বকতা অঞ্চলত অভিযান চলোৱা হৈছিল। পুলিচে অভিযুক্ত ব্যক্তিয়ে গোপনে অস্ত্ৰ লুকুৱাই ৰখা ঠাই দেখুৱাবলৈ লৈ যোৱাৰ সময়ত আচামী পলায়নৰ চেষ্টা কৰে আৰু পুলিচৰ ওপৰত আক্ৰমণ চলায়। প্ৰত্যুত্তৰত পুলিচে গুলীচালনা কৰাত অভিযুক্ত আহত হয়। আহত ব্যক্তিজনক তৎক্ষণাত চিকিৎসালয়লৈ প্ৰেৰণ কৰা হয়। ঘটনাস্থলৰ পৰা পুলিচে এটা পিষ্টল আৰু কেইটামান কাৰ্টুজ জব্দ কৰিছে বুলি জানিব পৰা গৈছে। পুলিচৰ উচ্চপদস্থ বিষয়াসকলে ঘটনাস্থল পৰিদৰ্শন কৰে আৰু বিতং তদন্তৰ নিৰ্দেশ দিয়ে। অভিযুক্তজন বিগত কেইবাবছৰ ধৰি বিভিন্ন অপৰাধমূলক কাৰ্যত জড়িত থকাৰ অভিযোগ আছে। স্থানীয় ৰাইজে পুলিচৰ এই পদক্ষেপক স্বাগতম জনাইছে যদিও কিছুমান সংগঠনে ঘটনাটোৰ নিৰপেক্ষ তদন্ত দাবী কৰিছে। দুই গাড়ীৰ ভিতৰত এখন গাড়ীৰ পঞ্জীয়ন নম্বৰ EV-2000-IV বুলি জানিব পৰা গৈছে আৰু আনখন গাড়ীৰ নম্বৰ 01 BD 0664 বুলি উল্লেখ কৰা হৈছে। পুলিচে ঘটনাৰ সৈতে জড়িত আন ব্যক্তিসকলৰ সন্ধানত অভিযান অব্যাহত ৰাখিছে। স্বীকাৰোক্তিৰ ভিত্তিত পুলিচে আহিছে এই অভিযান চলায়। দৈনিক জনমভূমিৰ হাতত পৰা তথ্য অনুসৰি চুক্তিৰ বৰ্ষৰ গ্ৰেপ্তাৰ মাজতেই অভিযুক্তক লৈ বকতা অঞ্চলত অভিযান চলোৱা হৈছিল। পুলিচে অভিযুক্ত ব্যক্তিয়ে গোপনে অস্ত্ৰ লুকুৱাই ৰখা ঠাই দেখুৱাবলৈ লৈ যোৱাৰ সময়ত আচামী পলায়নৰ চেষ্টা কৰে আৰু পুলিচৰ ওপৰত আক্ৰমণ চলায়। প্ৰত্যুত্তৰত পুলিচে গুলীচালনা কৰাত অভিযুক্ত আহত হয়। আহত ব্যক্তিজনক তৎক্ষণাত চিকিৎসালয়লৈ প্ৰেৰণ কৰা হয়। ঘটনাস্থলৰ পৰা পুলিচে এটা পিষ্টল আৰু কেইটামান কাৰ্টুজ জব্দ কৰিছে বুলি জানিব পৰা গৈছে। পুলিচৰ উচ্চপদস্থ বিষয়াসকলে ঘটনাস্থল পৰিদৰ্শন কৰে আৰু বিতং তদন্তৰ নিৰ্দেশ দিয়ে। অভিযুক্তজন বিগত কেইবাবছৰ ধৰি বিভিন্ন অপৰাধমূলক কাৰ্যত জড়িত থকাৰ অভিযোগ আছে। স্থানীয় ৰাইজে পুলিচৰ এই পদক্ষেপক স্বাগতম জনাইছে যদিও কিছুমান সংগঠনে ঘটনাটোৰ নিৰপেক্ষ তদন্ত দাবী কৰিছে। দুই গাড়ীৰ ভিতৰত এখন গাড়ীৰ পঞ্জীয়ন নম্বৰ EV-2000-IV বুলি জানিব পৰা গৈছে আৰু আনখন গাড়ীৰ নম্বৰ 01 BD 0664 বুলি উল্লেখ কৰা হৈছে। পুলিচে ঘটনাৰ সৈতে জড়িত আন ব্যক্তিসকলৰ সন্ধানত অভিযান অব্যাহত ৰাখিছে। <box>480 182 708 853</box>
section-label: এক পিঠিৰ পৰা <box>24 132 220 154</box>
kuladhar-body: কলাগুৰু সম্মানীয় পুৰস্কাৰৰ বাবে বিশিষ্ট সাহিত্যিক আৰু প্ৰাক্তন আৰক্ষী সঞ্চালক ড° কুলধৰ শইকীয়াক নিৰ্বাচিত কৰা হৈছে। সাহিত্য, সংস্কৃতি আৰু সমাজসেৱাৰ ক্ষেত্ৰত দীৰ্ঘদিনীয়া অৱদানৰ বাবে এই সন্মান প্ৰদান কৰা হ'ব। সাহিত্য সভাৰ প্ৰাক্তন সভাপতি হিচাপে তেওঁ অসমীয়া ভাষা-সাহিত্যৰ উন্নয়নত গুৰুত্বপূৰ্ণ ভূমিকা পালন কৰিছিল। তেওঁৰ গল্প সংকলনসমূহে পাঠক সমাজত বিশেষ জনপ্ৰিয়তা লাভ কৰিছে। আগন্তুক সপ্তাহত গুৱাহাটীত অনুষ্ঠিত হ'বলগীয়া এক বিশেষ অনুষ্ঠানত বঁটাটো প্ৰদান কৰা হ'ব বুলি উদ্যোক্তাসকলে জনাইছে। বঁটাৰ অধীনত এক লাখ টকাৰ ধন, মানপত্ৰ, এখন গামোচা আৰু এটা স্মাৰক প্ৰদান কৰা হ'ব। বিভিন্ন অনুষ্ঠান-প্ৰতিষ্ঠানে তেওঁক অভিনন্দন জনাইছে। কলাগুৰু সম্মানীয় পুৰস্কাৰৰ বাবে বিশিষ্ট সাহিত্যিক আৰু প্ৰাক্তন আৰক্ষী সঞ্চালক ড° কুলধৰ শইকীয়াক নিৰ্বাচিত কৰা হৈছে। সাহিত্য, সংস্কৃতি আৰু সমাজসেৱাৰ ক্ষেত্ৰত দীৰ্ঘদিনীয়া অৱদানৰ বাবে এই সন্মান প্ৰদান কৰা হ'ব। সাহিত্য সভাৰ প্ৰাক্তন সভাপতি হিচাপে তেওঁ অসমীয়া ভাষা-সাহিত্যৰ উন্নয়নত গুৰুত্বপূৰ্ণ ভূমিকা পালন কৰিছিল। তেওঁৰ গল্প সংকলনসমূহে পাঠক সমাজত বিশেষ জনপ্ৰিয়তা লাভ কৰিছে। আগন্তুক সপ্তাহত গুৱাহাটীত অনুষ্ঠিত হ'বলগীয়া এক বিশেষ অনুষ্ঠানত বঁটাটো প্ৰদান কৰা হ'ব বুলি উদ্যোক্তাসকলে জনাইছে। বঁটাৰ অধীনত এক লাখ টকাৰ ধন, মানপত্ৰ, এখন গামোচা আৰু এটা স্মাৰক প্ৰদান কৰা হ'ব। বিভিন্ন অনুষ্ঠান-প্ৰতিষ্ঠানে তেওঁক অভিনন্দন জনাইছে। কলাগুৰু সম্মানীয় পুৰস্কাৰৰ বাবে বিশিষ্ট সাহিত্যিক আৰু প্ৰাক্তন আৰক্ষী সঞ্চালক ড° কুলধৰ শইকীয়াক নিৰ্বাচিত কৰা হৈছে। সাহিত্য, সংস্কৃতি আৰু সমাজসেৱাৰ ক্ষেত্ৰত দীৰ্ঘদিনীয়া অৱদানৰ বাবে এই সন্মান প্ৰদান কৰা হ'ব। সাহিত্য সভাৰ প্ৰাক্তন সভাপতি হিচাপে তেওঁ অসমীয়া ভাষা-সাহিত্যৰ উন্নয়নত গুৰুত্বপূৰ্ণ ভূমিকা পালন কৰিছিল। তেওঁৰ গল্প সংকলনসমূহে পাঠক সমাজত বিশেষ জনপ্ৰিয়তা লাভ কৰিছে। আগন্তুক সপ্তাহত গুৱাহাটীত অনুষ্ঠিত হ'বলগীয়া এক বিশেষ অনুষ্ঠানত বঁটাটো প্ৰদান কৰা হ'ব বুলি উদ্যোক্তাসকলে জনাইছে। বঁটাৰ অধীনত এক লাখ টকাৰ ধন, মানপত্ৰ, এখন গামোচা আৰু এটা স্মাৰক প্ৰদান কৰা হ'ব। বিভিন্ন অনুষ্ঠান-প্ৰতিষ্ঠানে তেওঁক অভিনন্দন জনাইছে। <box>14 1068 226 1356</box>
by-election-col-2: কৰ্মীসকলৰ সৈতে আক্ৰমণ কৰাৰ অভিযোগ উত্থাপন হৈছে। চামগুৰি সমষ্টিৰ উপ-নিৰ্বাচনক কেন্দ্ৰ কৰি ৰূপহীহাটত পুনৰ উত্তেজনা সৃষ্টি হৈছে। বিজেপিৰ এগৰাকী কৰ্মীক প্ৰতিদ্বন্দ্বী দলৰ কৰ্মীসকলে আক্ৰমণ কৰাৰ অভিযোগ উঠিছে। আহত কৰ্মীজনক ততালিকে স্থানীয় চিকিৎসালয়ত ভৰ্তি কৰোৱা হয়। ঘটনাক লৈ বিজেপিৰ স্থানীয় নেতাসকলে তীব্ৰ প্ৰতিক্ৰিয়া ব্যক্ত কৰিছে আৰু দোষীসকলৰ বিৰুদ্ধে কঠোৰ ব্যৱস্থা গ্ৰহণৰ দাবী জনাইছে। পুলিচে ঘটনাস্থললৈ গৈ পৰিস্থিতি নিয়ন্ত্ৰণ কৰে আৰু থানাত এজাহাৰ দাখিল কৰা হৈছে। নিৰ্বাচন আয়োগে এই বিষয়ত প্ৰতিবেদন বিচাৰিছে। উপ-নিৰ্বাচনৰ প্ৰচাৰ কাৰ্য তীব্ৰ হৈ পৰাৰ লগে লগে সমষ্টিটোত ৰাজনৈতিক উত্তেজনা বৃদ্ধি পাইছে। ৰাইজে শান্তি-শৃংখলা বজাই ৰাখিবলৈ প্ৰশাসনৰ ওচৰত আহ্বান জনাইছে। বিভিন্ন দলৰ প্ৰাৰ্থীসকলে নিজৰ নিজৰ প্ৰচাৰ কাৰ্যত ব্যস্ত হৈ পৰিছে আৰু জনসভা, ঘৰে ঘৰে প্ৰচাৰ আদি চলাই আছে। প্ৰশাসনে অতিৰিক্ত সুৰক্ষা বাহিনী মোতায়েন কৰিছে। কৰ্মীসকলৰ সৈতে আক্ৰমণ কৰাৰ অভিযোগ উত্থাপন হৈছে। চামগুৰি সমষ্টিৰ উপ-নিৰ্বাচনক কেন্দ্ৰ কৰি ৰূপহীহাটত পুনৰ উত্তেজনা সৃষ্টি হৈছে। বিজেপিৰ এগৰাকী কৰ্মীক প্ৰতিদ্বন্দ্বী দলৰ কৰ্মীসকলে আক্ৰমণ কৰাৰ অভিযোগ উঠিছে। আহত কৰ্মীজনক ততালিকে স্থানীয় চিকিৎসালয়ত ভৰ্তি কৰোৱা হয়। ঘটনাক লৈ বিজেপিৰ স্থানীয় নেতাসকলে তীব্ৰ প্ৰতিক্ৰিয়া ব্যক্ত কৰিছে আৰু দোষীসকলৰ বিৰুদ্ধে কঠোৰ ব্যৱস্থা গ্ৰহণৰ দাবী জনাইছে। পুলিচে ঘটনাস্থললৈ গৈ পৰিস্থিতি নিয়ন্ত্ৰণ কৰে আৰু থানাত এজাহাৰ দাখিল কৰা হৈছে। নিৰ্বাচন আয়োগে এই বিষয়ত প্ৰতিবেদন বিচাৰিছে। উপ-নিৰ্বাচনৰ প্ৰচাৰ কাৰ্য তীব্ৰ হৈ পৰাৰ লগে লগে সমষ্টিটোত ৰাজনৈতিক উত্তেজনা বৃদ্ধি পাইছে। ৰাইজে শান্তি-শৃংখলা বজাই ৰাখিবলৈ প্ৰশাসনৰ ওচৰত আহ্বান জনাইছে। বিভিন্ন দলৰ প্ৰাৰ্থীসকলে নিজৰ নিজৰ প্ৰচাৰ কাৰ্যত ব্যস্ত হৈ পৰিছে আৰু জনসভা, ঘৰে ঘৰে প্ৰচাৰ আদি চলাই আছে। প্ৰশাসনে অতিৰিক্ত সুৰক্ষা বাহিনী মোতায়েন কৰিছে। <box>414 1256 582 1563</box>
